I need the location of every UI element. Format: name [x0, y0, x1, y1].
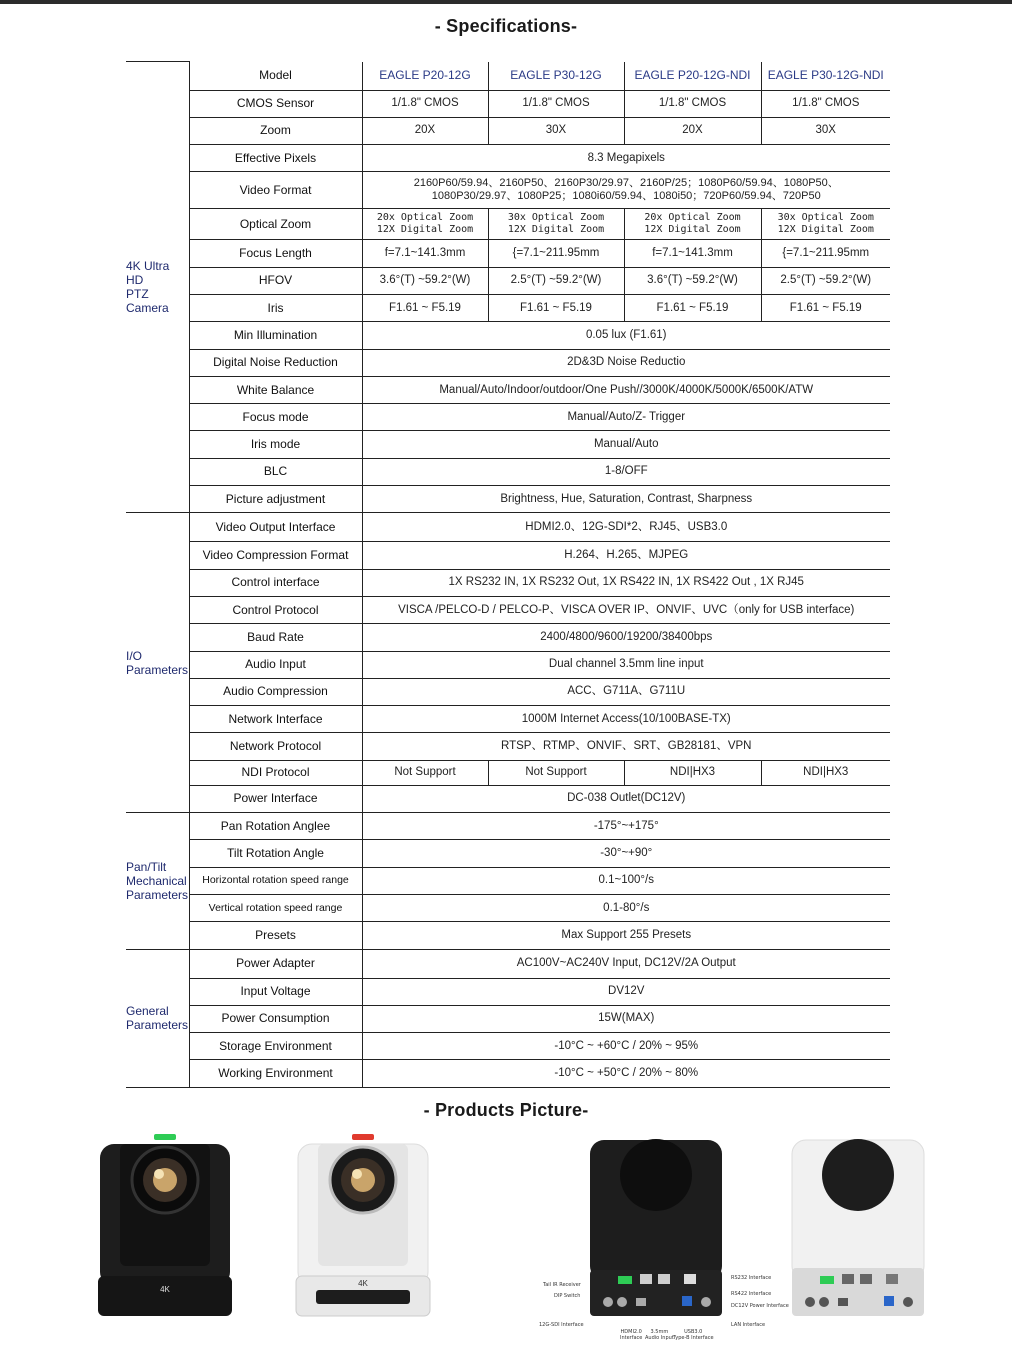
spec-value: 30X [488, 117, 624, 144]
spec-value: 1/1.8" CMOS [488, 90, 624, 117]
spec-row [126, 90, 890, 117]
spec-row [126, 624, 890, 651]
callout-sdi: 12G-SDI Interface [539, 1322, 584, 1328]
callout-lan: LAN Interface [731, 1322, 766, 1328]
spec-value: 3.6°(T) ~59.2°(W) [362, 267, 488, 294]
spec-row [126, 978, 890, 1005]
spec-value: VISCA /PELCO-D / PELCO-P、VISCA OVER IP、ONVIF、UVC（only for USB interface) [362, 596, 890, 623]
spec-value: 15W(MAX) [362, 1005, 890, 1032]
callout-dip-switch: DIP Switch [554, 1293, 581, 1299]
spec-label: BLC [189, 458, 362, 485]
spec-row [126, 486, 890, 513]
spec-label: CMOS Sensor [189, 90, 362, 117]
spec-label: Vertical rotation speed range [189, 894, 362, 921]
callout-rs422: RS422 Interface [731, 1291, 772, 1297]
spec-value: Brightness, Hue, Saturation, Contrast, Sharpness [362, 486, 890, 513]
spec-value: Manual/Auto [362, 431, 890, 458]
callout-audio: 3.5mm Audio Input [645, 1329, 674, 1341]
spec-value: AC100V~AC240V Input, DC12V/2A Output [362, 949, 890, 978]
spec-label: Tilt Rotation Angle [189, 840, 362, 867]
front-black-camera-image [96, 1130, 234, 1320]
spec-value: 1000M Internet Access(10/100BASE-TX) [362, 706, 890, 733]
callout-hdmi: HDMI2.0 Interface [620, 1329, 643, 1341]
spec-value: -30°~+90° [362, 840, 890, 867]
spec-row [126, 678, 890, 705]
spec-value: 8.3 Megapixels [362, 145, 890, 172]
spec-row [126, 922, 890, 949]
spec-label: Iris [189, 294, 362, 321]
spec-label: Storage Environment [189, 1033, 362, 1060]
spec-value: 2D&3D Noise Reductio [362, 349, 890, 376]
spec-value: -175°~+175° [362, 813, 890, 840]
front-white-camera-image [294, 1130, 432, 1320]
spec-row [126, 894, 890, 921]
spec-value: F1.61 ~ F5.19 [362, 294, 488, 321]
spec-value: ACC、G711A、G711U [362, 678, 890, 705]
spec-value: {=7.1~211.95mm [488, 240, 624, 267]
spec-row [126, 513, 890, 542]
spec-row [126, 867, 890, 894]
spec-row [126, 322, 890, 349]
spec-label: Power Consumption [189, 1005, 362, 1032]
spec-row [126, 294, 890, 321]
spec-value: F1.61 ~ F5.19 [624, 294, 761, 321]
spec-value: EAGLE P20-12G-NDI [624, 62, 761, 91]
rear-black-camera-image [588, 1130, 724, 1320]
spec-row [126, 404, 890, 431]
spec-label: Min Illumination [189, 322, 362, 349]
category-general: General Parameters [126, 949, 189, 1087]
spec-value: 30X [761, 117, 890, 144]
spec-value: -10°C ~ +60°C / 20% ~ 95% [362, 1033, 890, 1060]
spec-value: 1/1.8" CMOS [761, 90, 890, 117]
spec-value: 3.6°(T) ~59.2°(W) [624, 267, 761, 294]
spec-label: Network Protocol [189, 733, 362, 760]
spec-value: 2400/4800/9600/19200/38400bps [362, 624, 890, 651]
spec-row [126, 62, 890, 91]
category-pantilt: Pan/Tilt Mechanical Parameters [126, 813, 189, 949]
spec-value: 2.5°(T) ~59.2°(W) [761, 267, 890, 294]
spec-value: f=7.1~141.3mm [362, 240, 488, 267]
spec-row [126, 267, 890, 294]
spec-value: 20x Optical Zoom 12X Digital Zoom [362, 209, 488, 240]
spec-row [126, 209, 890, 240]
spec-value: DC-038 Outlet(DC12V) [362, 785, 890, 812]
spec-label: Video Format [189, 172, 362, 209]
spec-label: Zoom [189, 117, 362, 144]
spec-value: 0.05 lux (F1.61) [362, 322, 890, 349]
spec-row [126, 1060, 890, 1087]
spec-label: Effective Pixels [189, 145, 362, 172]
rear-white-camera-image [790, 1130, 926, 1320]
spec-label: Video Output Interface [189, 513, 362, 542]
category-camera: 4K Ultra HD PTZ Camera [126, 62, 189, 513]
spec-row [126, 596, 890, 623]
callout-power: DC12V Power Interface [731, 1303, 789, 1309]
spec-label: Power Adapter [189, 949, 362, 978]
spec-value: 1X RS232 IN, 1X RS232 Out, 1X RS422 IN, 1X RS422 Out , 1X RJ45 [362, 569, 890, 596]
spec-row [126, 840, 890, 867]
spec-label: Video Compression Format [189, 542, 362, 569]
spec-row [126, 172, 890, 209]
spec-value: 1/1.8" CMOS [624, 90, 761, 117]
spec-value: Manual/Auto/Indoor/outdoor/One Push//3000K/4000K/5000K/6500K/ATW [362, 376, 890, 403]
top-border [0, 0, 1012, 4]
spec-label: Focus Length [189, 240, 362, 267]
spec-value: DV12V [362, 978, 890, 1005]
spec-row [126, 376, 890, 403]
spec-row [126, 542, 890, 569]
spec-row [126, 145, 890, 172]
spec-value: 1-8/OFF [362, 458, 890, 485]
specifications-table [126, 61, 890, 1088]
spec-label: Working Environment [189, 1060, 362, 1087]
spec-label: Iris mode [189, 431, 362, 458]
spec-row [126, 1033, 890, 1060]
callout-tail-ir: Tail IR Receiver [543, 1282, 581, 1288]
spec-row [126, 1005, 890, 1032]
spec-label: Digital Noise Reduction [189, 349, 362, 376]
spec-row [126, 760, 890, 785]
spec-label: Network Interface [189, 706, 362, 733]
spec-label: Baud Rate [189, 624, 362, 651]
spec-value: H.264、H.265、MJPEG [362, 542, 890, 569]
specifications-title: - Specifications- [434, 16, 578, 36]
spec-value: 1/1.8" CMOS [362, 90, 488, 117]
spec-value: EAGLE P30-12G-NDI [761, 62, 890, 91]
spec-label: Power Interface [189, 785, 362, 812]
spec-value: F1.61 ~ F5.19 [761, 294, 890, 321]
spec-value: F1.61 ~ F5.19 [488, 294, 624, 321]
spec-value: f=7.1~141.3mm [624, 240, 761, 267]
spec-value: 30x Optical Zoom 12X Digital Zoom [488, 209, 624, 240]
spec-label: Horizontal rotation speed range [189, 867, 362, 894]
spec-label: Presets [189, 922, 362, 949]
spec-value: 20x Optical Zoom 12X Digital Zoom [624, 209, 761, 240]
spec-value: Manual/Auto/Z- Trigger [362, 404, 890, 431]
spec-label: Optical Zoom [189, 209, 362, 240]
spec-value: 30x Optical Zoom 12X Digital Zoom [761, 209, 890, 240]
spec-value: EAGLE P20-12G [362, 62, 488, 91]
spec-value: Dual channel 3.5mm line input [362, 651, 890, 678]
spec-value: {=7.1~211.95mm [761, 240, 890, 267]
spec-row [126, 431, 890, 458]
spec-value: 2.5°(T) ~59.2°(W) [488, 267, 624, 294]
spec-value: 2160P60/59.94、2160P50、2160P30/29.97、2160P/25；1080P60/59.94、1080P50、1080P30/29.97、1080P25；1080i60/59.94、1080i50；720P60/59.94、720P50 [362, 172, 890, 209]
spec-label: HFOV [189, 267, 362, 294]
spec-label: White Balance [189, 376, 362, 403]
spec-row [126, 458, 890, 485]
spec-value: 0.1~100°/s [362, 867, 890, 894]
spec-value: Not Support [488, 760, 624, 785]
spec-value: NDI|HX3 [761, 760, 890, 785]
spec-label: Picture adjustment [189, 486, 362, 513]
spec-value: HDMI2.0、12G-SDI*2、RJ45、USB3.0 [362, 513, 890, 542]
products-picture-title: - Products Picture- [423, 1100, 589, 1120]
spec-value: NDI|HX3 [624, 760, 761, 785]
category-io: I/O Parameters [126, 513, 189, 813]
spec-row [126, 813, 890, 840]
spec-row [126, 349, 890, 376]
spec-label: Model [189, 62, 362, 91]
spec-label: Audio Input [189, 651, 362, 678]
spec-value: 20X [624, 117, 761, 144]
spec-value: 20X [362, 117, 488, 144]
spec-label: NDI Protocol [189, 760, 362, 785]
camera-badge: 4K [358, 1279, 368, 1288]
spec-value: RTSP、RTMP、ONVIF、SRT、GB28181、VPN [362, 733, 890, 760]
spec-row [126, 569, 890, 596]
spec-row [126, 733, 890, 760]
spec-row [126, 651, 890, 678]
callout-usb: USB3.0 Type-B Interface [673, 1329, 714, 1341]
spec-value: Not Support [362, 760, 488, 785]
camera-badge: 4K [160, 1285, 170, 1294]
spec-value: 0.1-80°/s [362, 894, 890, 921]
spec-row [126, 240, 890, 267]
callout-rs232: RS232 Interface [731, 1275, 772, 1281]
spec-row [126, 117, 890, 144]
spec-label: Focus mode [189, 404, 362, 431]
spec-label: Control Protocol [189, 596, 362, 623]
spec-row [126, 706, 890, 733]
spec-row [126, 949, 890, 978]
spec-value: EAGLE P30-12G [488, 62, 624, 91]
spec-label: Input Voltage [189, 978, 362, 1005]
spec-label: Pan Rotation Anglee [189, 813, 362, 840]
spec-label: Control interface [189, 569, 362, 596]
spec-value: Max Support 255 Presets [362, 922, 890, 949]
spec-row [126, 785, 890, 812]
spec-label: Audio Compression [189, 678, 362, 705]
product-photos [0, 1130, 1012, 1370]
spec-value: -10°C ~ +50°C / 20% ~ 80% [362, 1060, 890, 1087]
